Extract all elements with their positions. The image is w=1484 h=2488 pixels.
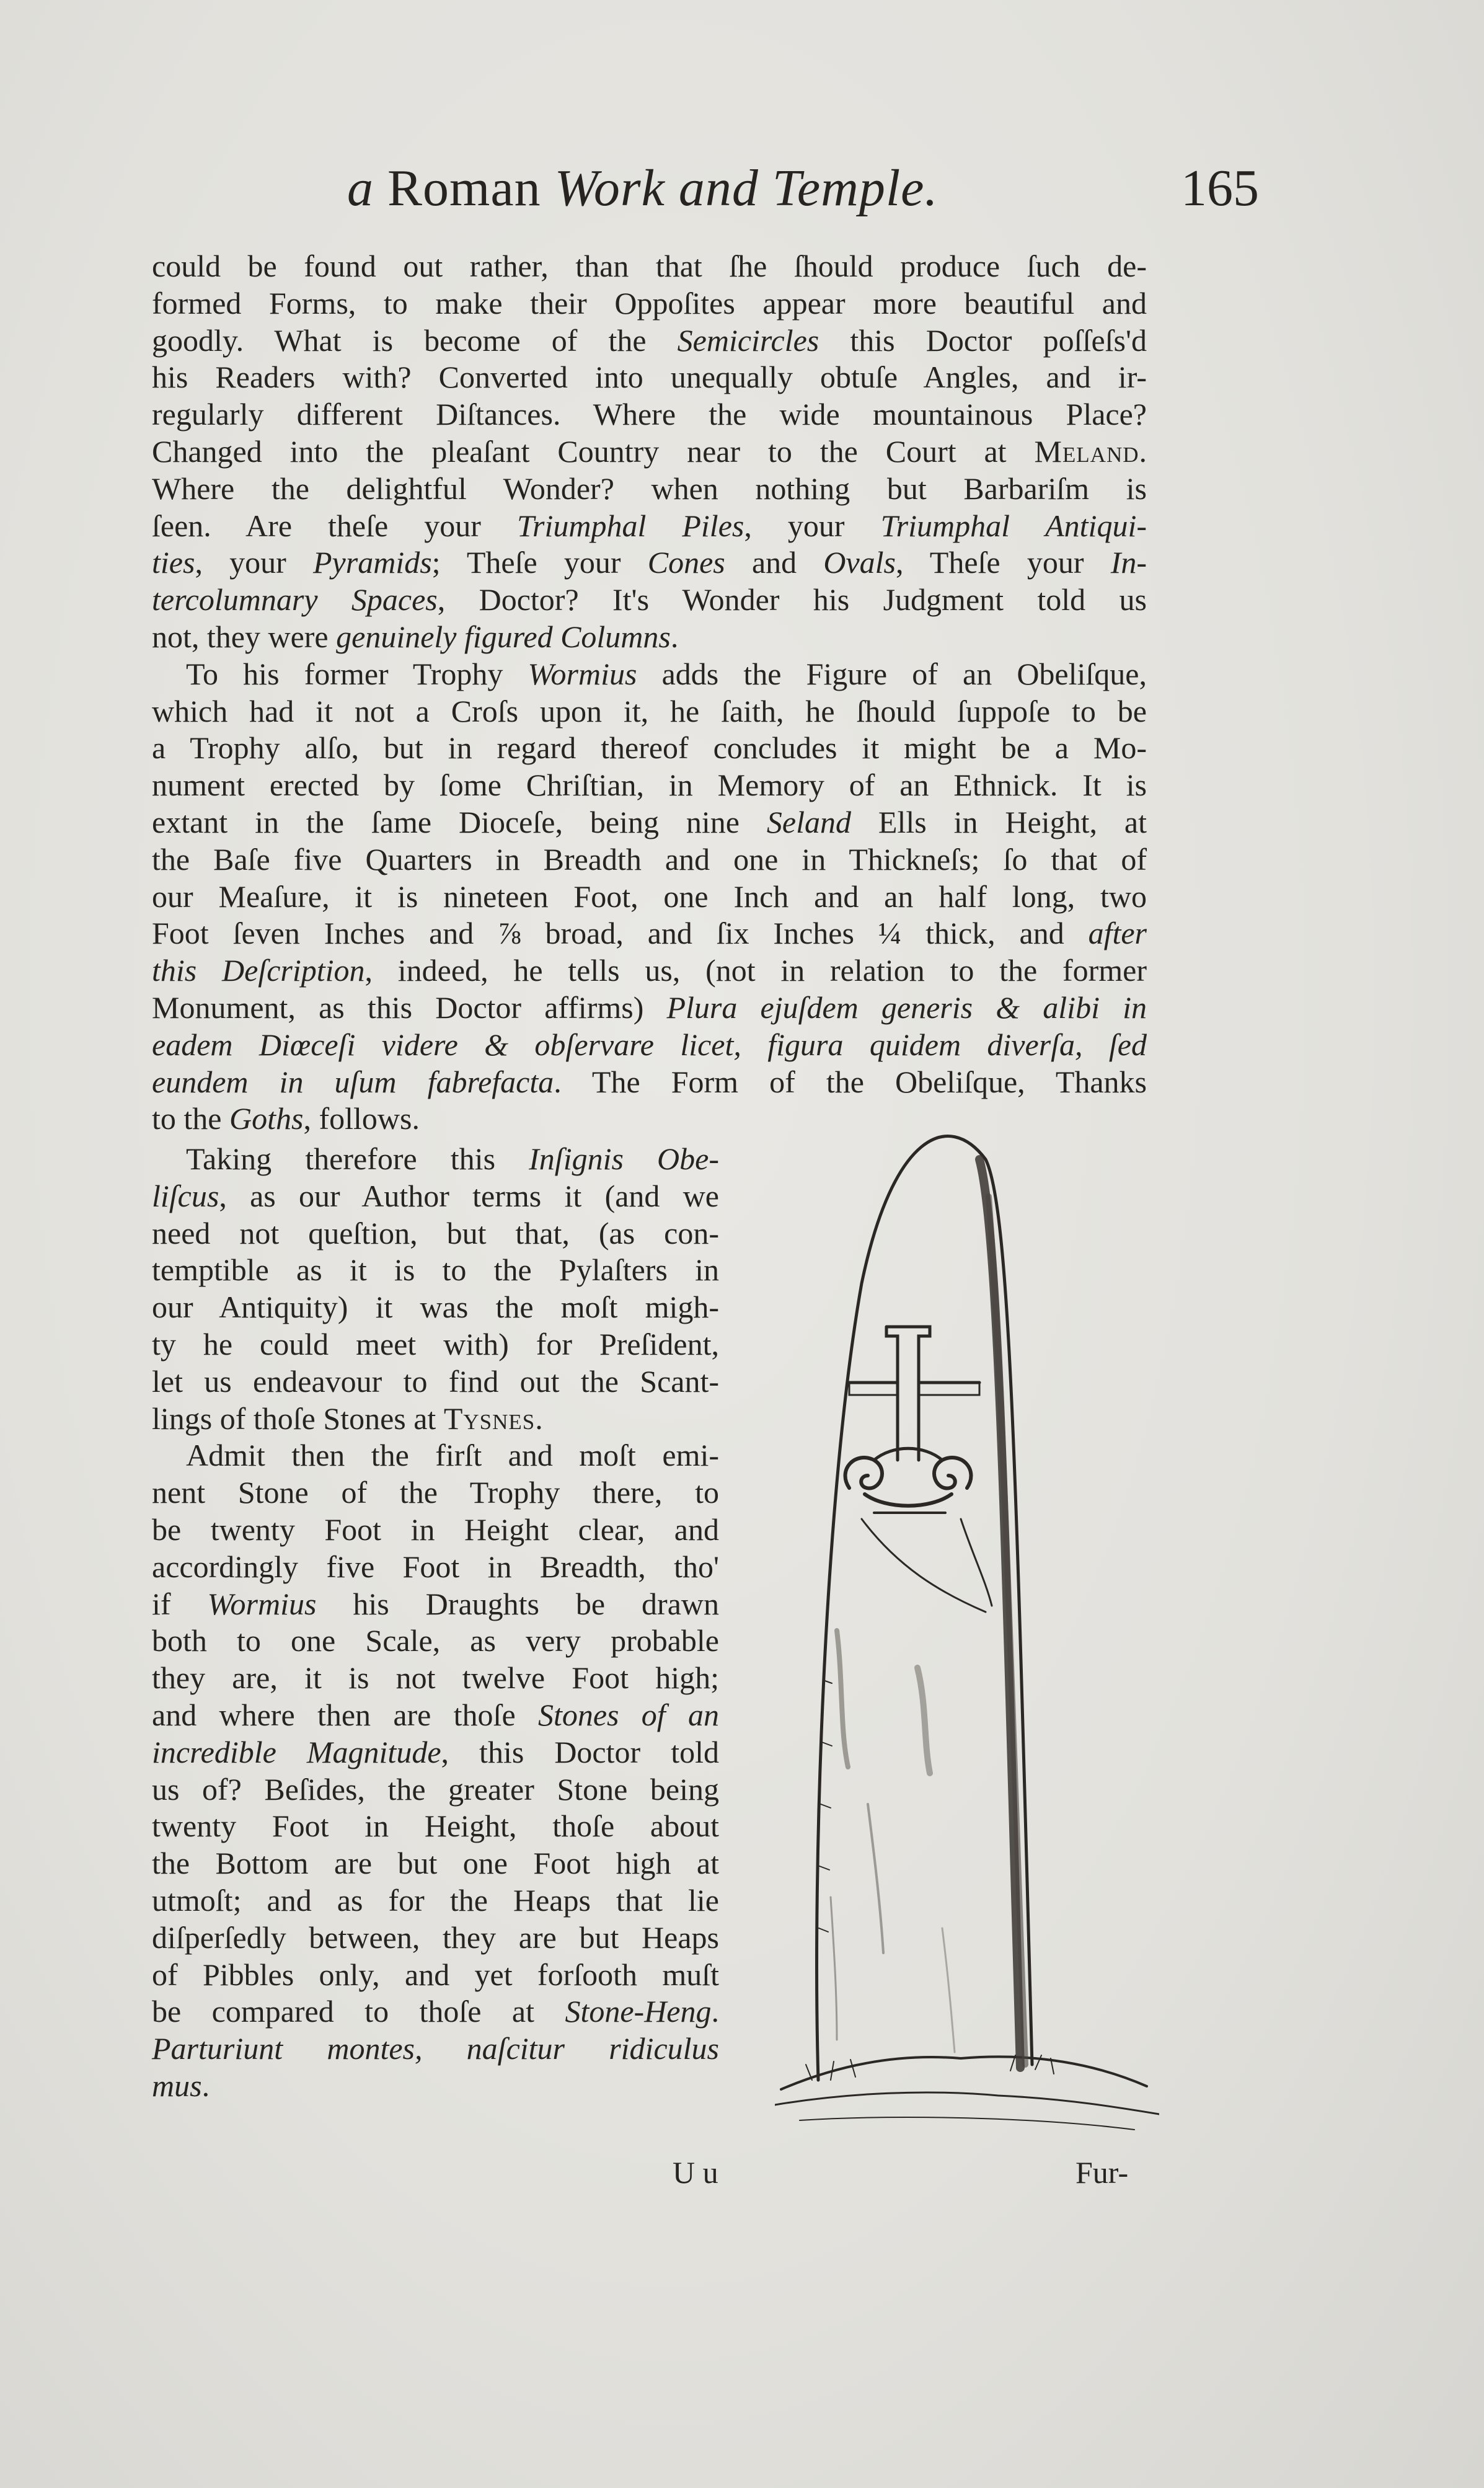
page-number: 165 [1181,159,1259,217]
text-line: lings of thoſe Stones at Tysnes. [152,1401,543,1436]
page-header [0,158,1484,232]
text-line: diſperſedly between, they are but Heaps [152,1919,719,1955]
text-line: they are, it is not twelve Foot high; [152,1660,719,1696]
text-line: extant in the ſame Dioceſe, being nine Seland Ells in Height, at [152,804,1147,839]
full-width-text-block [152,248,1147,1138]
running-head-pre: a [347,159,387,217]
text-line: ſeen. Are theſe your Triumphal Piles, your Triumphal Antiqui- [152,508,1147,543]
text-line: Taking therefore this Inſignis Obe- [186,1141,720,1176]
text-line: Parturiunt montes, naſcitur ridiculus [152,2031,719,2066]
text-line: goodly. What is become of the Semicircles this Doctor poſſeſs'd [152,322,1147,358]
obelisk-engraving [775,1122,1159,2164]
text-line: be twenty Foot in Height clear, and [152,1512,719,1547]
running-head [347,158,938,218]
text-line: our Antiquity) it was the moſt migh- [152,1290,719,1325]
text-line: twenty Foot in Height, thoſe about [152,1808,719,1844]
text-line: both to one Scale, as very probable [152,1623,719,1658]
text-line: regularly different Diſtances. Where the wide mountainous Place? [152,397,1147,432]
text-line: this Deſcription, indeed, he tells us, (not in relation to the former [152,953,1147,988]
text-line: Monument, as this Doctor affirms) Plura ejuſdem generis & alibi in [152,989,1147,1025]
text-line: incredible Magnitude, this Doctor told [152,1734,719,1769]
text-line: mus. [152,2068,210,2103]
text-line: of Pibbles only, and yet forſooth muſt [152,1957,719,1992]
text-line: not, they were genuinely figured Columns. [152,619,679,654]
text-line: be compared to thoſe at Stone-Heng. [152,1994,719,2029]
text-line: eadem Diœceſi videre & obſervare licet, figura quidem diverſa, ſed [152,1027,1147,1062]
running-head-roman: Roman [387,159,541,217]
text-line: utmoſt; and as for the Heaps that lie [152,1882,719,1918]
catchword: Fur- [1075,2155,1129,2190]
text-line: need not queſtion, but that, (as con- [152,1215,719,1251]
text-line: To his former Trophy Wormius adds the Figure of an Obeliſque, [186,656,1147,691]
left-column-text-block [152,1141,719,2105]
page-footer [0,2154,1484,2204]
text-line: the Bottom are but one Foot high at [152,1846,719,1881]
text-line: ties, your Pyramids; Theſe your Cones and Ovals, Theſe your In- [152,545,1147,580]
text-line: could be found out rather, than that ſhe ſhould produce ſuch de- [152,249,1147,283]
text-line: which had it not a Croſs upon it, he ſaith, he ſhould ſuppoſe to be [152,693,1147,728]
text-line: accordingly five Foot in Breadth, tho' [152,1549,719,1584]
text-line: and where then are thoſe Stones of an [152,1697,719,1732]
text-line: Changed into the pleaſant Country near to the Court at Meland. [152,433,1147,469]
text-line: nument erected by ſome Chriſtian, in Memory of an Ethnick. It is [152,768,1147,803]
text-line: if Wormius his Draughts be drawn [152,1586,720,1621]
running-head-post: Work and Temple. [541,159,939,217]
text-line: a Trophy alſo, but in regard thereof concludes it might be a Mo- [152,730,1147,766]
text-line: his Readers with? Converted into unequally obtuſe Angles, and ir- [152,360,1147,395]
text-line: Foot ſeven Inches and ⅞ broad, and ſix Inches ¼ thick, and after [152,916,1147,951]
text-line: ty he could meet with) for Preſident, [152,1326,719,1361]
text-line: eundem in uſum fabrefacta. The Form of the Obeliſque, Thanks [152,1064,1147,1099]
text-line: Admit then the firſt and moſt emi- [186,1438,719,1473]
text-line: nent Stone of the Trophy there, to [152,1475,719,1510]
text-line: temptible as it is to the Pylaſters in [152,1252,719,1288]
text-line: formed Forms, to make their Oppoſites appear more beautiful and [152,285,1147,321]
text-line: us of? Beſides, the greater Stone being [152,1771,719,1807]
text-line: tercolumnary Spaces, Doctor? It's Wonder his Judgment told us [152,582,1147,618]
text-line: the Baſe five Quarters in Breadth and one in Thickneſs; ſo that of [152,841,1147,877]
text-line: let us endeavour to find out the Scant- [152,1363,719,1399]
text-line: Where the delightful Wonder? when nothing but Barbariſm is [152,471,1147,506]
signature-mark: U u [673,2155,718,2190]
text-line: to the Goths, follows. [152,1101,420,1136]
text-line: liſcus, as our Author terms it (and we [152,1178,719,1213]
text-line: our Meaſure, it is nineteen Foot, one Inch and an half long, two [152,879,1147,914]
